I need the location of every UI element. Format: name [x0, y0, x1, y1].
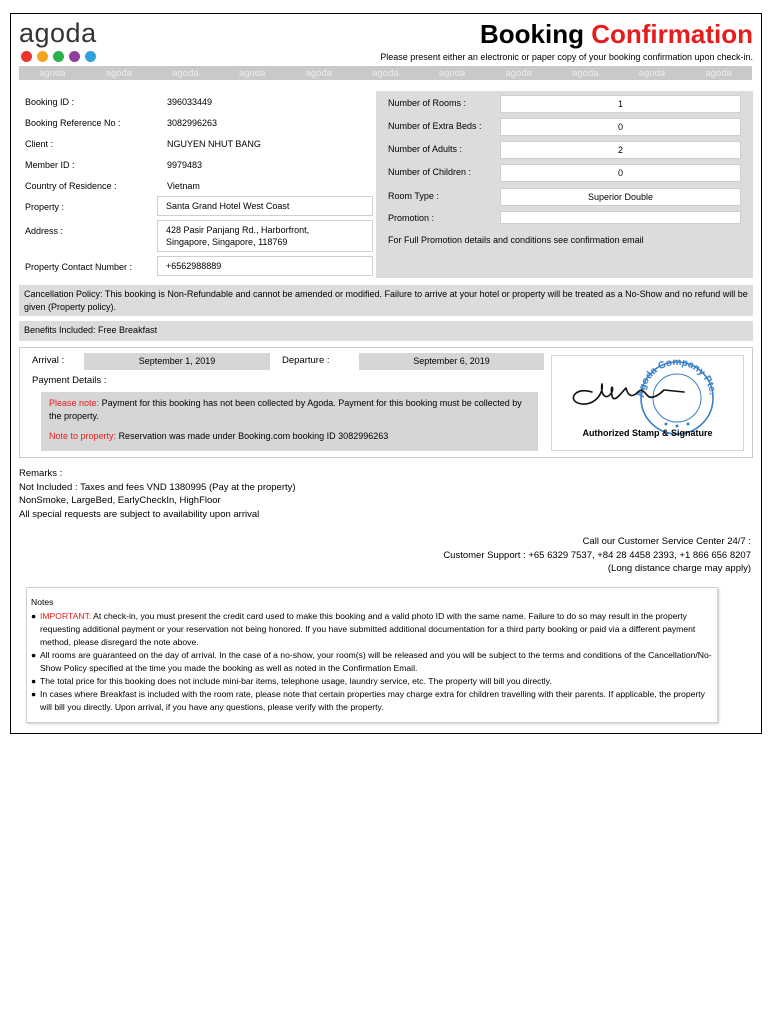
- stamp-caption: Authorized Stamp & Signature: [582, 428, 713, 438]
- extra-beds-label: Number of Extra Beds :: [388, 121, 482, 131]
- promotion-note: For Full Promotion details and conditions see confirmation email: [388, 235, 644, 245]
- page-subtitle: Please present either an electronic or paper copy of your booking confirmation upon check-in.: [380, 52, 753, 62]
- promotion-label: Promotion :: [388, 213, 435, 223]
- booking-ref-label: Booking Reference No :: [25, 118, 121, 128]
- bullet-icon: ●: [31, 676, 37, 686]
- title-part-confirmation: Confirmation: [591, 19, 753, 49]
- contact-label: Property Contact Number :: [25, 262, 133, 272]
- address-line-2: Singapore, Singapore, 118769: [166, 237, 288, 247]
- arrival-value: September 1, 2019: [84, 353, 270, 370]
- signature-icon: [552, 356, 745, 436]
- booking-id-label: Booking ID :: [25, 97, 75, 107]
- note-to-property-body: Reservation was made under Booking.com booking ID 3082996263: [118, 431, 389, 441]
- room-type-label: Room Type :: [388, 191, 439, 201]
- remarks-line: NonSmoke, LargeBed, EarlyCheckIn, HighFloor: [19, 495, 221, 507]
- brandbar-text: agoda: [172, 67, 199, 79]
- adults-label: Number of Adults :: [388, 144, 463, 154]
- customer-support: [443, 535, 751, 576]
- remarks-title: Remarks :: [19, 468, 63, 479]
- arrival-label: Arrival :: [32, 355, 65, 366]
- stamp-text: Agoda Company Pte.: [635, 356, 718, 399]
- client-value: NGUYEN NHUT BANG: [167, 139, 261, 149]
- property-label: Property :: [25, 202, 65, 212]
- address-field: [157, 220, 373, 252]
- note-item: [31, 610, 713, 649]
- brandbar-text: agoda: [438, 67, 466, 79]
- note-item: [31, 688, 713, 714]
- benefits-included: Benefits Included: Free Breakfast: [19, 321, 753, 341]
- member-id-value: 9979483: [167, 160, 203, 170]
- note-item: [31, 649, 713, 675]
- property-field: Santa Grand Hotel West Coast: [157, 196, 373, 216]
- note-text: In cases where Breakfast is included with the room rate, please note that certain properties may charge extra for children travelling with their parents. If applicable, the property will bill you directly. Upon arrival, if you have any questions, please verify with the property.: [40, 689, 705, 712]
- notes-box: [26, 587, 718, 723]
- support-line: Call our Customer Service Center 24/7 :: [582, 536, 751, 547]
- bullet-icon: ●: [31, 611, 37, 621]
- address-label: Address :: [25, 226, 64, 236]
- rooms-label: Number of Rooms :: [388, 98, 467, 108]
- adults-value: 2: [500, 141, 741, 159]
- brandbar-text: agoda: [572, 67, 599, 79]
- address-line-1: 428 Pasir Panjang Rd., Harborfront,: [166, 225, 310, 235]
- brandbar-text: agoda: [505, 67, 532, 79]
- children-value: 0: [500, 164, 741, 182]
- departure-value: September 6, 2019: [359, 353, 544, 370]
- logo-dot-red: [21, 51, 32, 62]
- logo-text: agoda: [19, 18, 97, 48]
- notes-title: Notes: [31, 597, 54, 607]
- logo-dot-blue: [85, 51, 96, 62]
- logo-dots: [21, 51, 97, 62]
- note-text: All rooms are guaranteed on the day of arrival. In the case of a no-show, your room(s) will be released and you will be subject to the terms and conditions of the Cancellation/No-Show Policy specified at the time you made the booking as well as noted in the Confirmation Email.: [40, 650, 712, 673]
- please-note-body: Payment for this booking has not been collected by Agoda. Payment for this booking must be collected by the property.: [49, 398, 522, 421]
- payment-details-label: Payment Details :: [32, 375, 107, 386]
- children-label: Number of Children :: [388, 167, 472, 177]
- brandbar-text: agoda: [638, 67, 666, 79]
- brandbar-text: agoda: [105, 67, 133, 79]
- brandbar-text: agoda: [238, 67, 266, 79]
- page-title: [480, 18, 753, 50]
- cancellation-policy: Cancellation Policy: This booking is Non-Refundable and cannot be amended or modified. Failure to arrive at your hotel or property will be treated as a No-Show and no refund will be given (Property policy).: [19, 285, 753, 316]
- booking-confirmation-page: [10, 13, 762, 734]
- brand-bar: [19, 66, 752, 80]
- brandbar-text: agoda: [705, 67, 732, 79]
- contact-field: +6562988889: [157, 256, 373, 276]
- remarks: [19, 467, 296, 521]
- remarks-line: All special requests are subject to availability upon arrival: [19, 508, 260, 520]
- client-label: Client :: [25, 139, 54, 149]
- please-note-label: Please note:: [49, 398, 100, 408]
- brandbar-text: agoda: [305, 67, 333, 79]
- note-to-property-label: Note to property:: [49, 431, 117, 441]
- departure-label: Departure :: [282, 355, 330, 366]
- room-info: [376, 91, 753, 278]
- title-part-booking: Booking: [480, 19, 584, 49]
- important-label: IMPORTANT:: [40, 611, 92, 621]
- support-phone-numbers: Customer Support : +65 6329 7537, +84 28 4458 2393, +1 866 656 8207: [443, 549, 751, 561]
- note-to-property-text: [49, 430, 530, 443]
- brandbar-text: agoda: [372, 67, 399, 79]
- note-item: [31, 675, 713, 688]
- please-note-text: [49, 397, 530, 423]
- note-text: The total price for this booking does not include mini-bar items, telephone usage, laundry service, etc. The property will bill you directly.: [40, 676, 552, 686]
- member-id-label: Member ID :: [25, 160, 75, 170]
- note-text: At check-in, you must present the credit card used to make this booking and a valid photo ID with the same name. Failure to do so may result in the property requesting additional payment or your reservation not being honored. If you have submitted additional documentation for a third party booking or paid via a different payment method, please disregard the note above.: [40, 611, 696, 647]
- extra-beds-value: 0: [500, 118, 741, 136]
- country-label: Country of Residence :: [25, 181, 117, 191]
- payment-details-box: [41, 392, 538, 451]
- agoda-logo: [19, 18, 97, 62]
- country-value: Vietnam: [167, 181, 200, 191]
- logo-dot-purple: [69, 51, 80, 62]
- logo-dot-orange: [37, 51, 48, 62]
- booking-id-value: 396033449: [167, 97, 213, 107]
- remarks-line: Not Included : Taxes and fees VND 1380995 (Pay at the property): [19, 481, 296, 493]
- stay-details: [19, 347, 753, 458]
- booking-ref-value: 3082996263: [167, 118, 218, 128]
- stamp-signature-box: [551, 355, 744, 451]
- promotion-value: [500, 211, 741, 224]
- logo-dot-green: [53, 51, 64, 62]
- rooms-value: 1: [500, 95, 741, 113]
- bullet-icon: ●: [31, 650, 37, 660]
- support-line: (Long distance charge may apply): [607, 563, 751, 574]
- bullet-icon: ●: [31, 689, 37, 699]
- brandbar-text: agoda: [39, 67, 66, 79]
- room-type-value: Superior Double: [500, 188, 741, 206]
